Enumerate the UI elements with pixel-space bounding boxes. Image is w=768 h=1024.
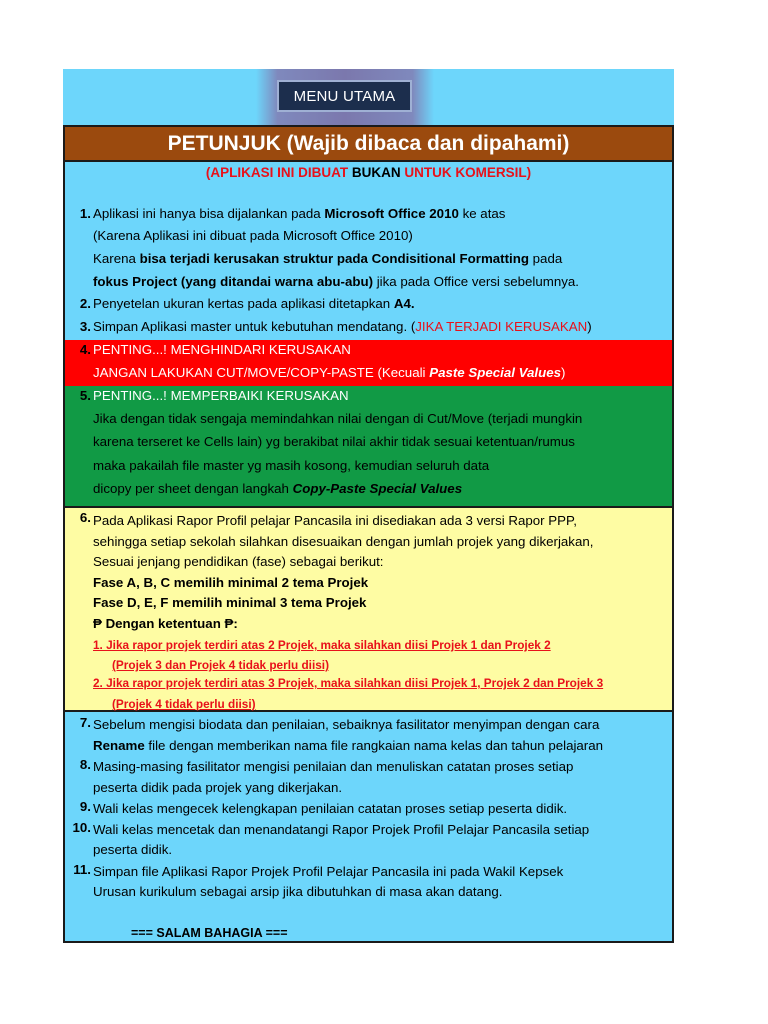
item-6-rule-2-note: (Projek 4 tidak perlu diisi) — [112, 697, 256, 711]
item-2-number: 2. — [79, 296, 91, 311]
item-6-number: 6. — [79, 510, 91, 525]
item-7-number: 7. — [79, 715, 91, 730]
item-6-rule-1-note: (Projek 3 dan Projek 4 tidak perlu diisi) — [112, 658, 329, 672]
item-8-number: 8. — [79, 757, 91, 772]
item-4-line-1: PENTING...! MENGHINDARI KERUSAKAN — [93, 342, 351, 357]
item-9-line-1: Wali kelas mengecek kelengkapan penilaian catatan proses setiap peserta didik. — [93, 801, 568, 816]
item-1-line-3: Karena bisa terjadi kerusakan struktur pada Condisitional Formatting pada — [93, 251, 563, 266]
item-6-line-3: Sesuai jenjang pendidikan (fase) sebagai berikut: — [93, 554, 384, 569]
project-version-section-yellow — [65, 506, 672, 712]
item-8-line-1: Masing-masing fasilitator mengisi penilaian dan menuliskan catatan proses setiap — [93, 759, 574, 774]
item-4-line-2: JANGAN LAKUKAN CUT/MOVE/COPY-PASTE (Kecuali Paste Special Values) — [93, 365, 566, 380]
closing-greeting: === SALAM BAHAGIA === — [131, 926, 288, 940]
item-10-line-1: Wali kelas mencetak dan menandatangi Rapor Projek Profil Pelajar Pancasila setiap — [93, 822, 590, 837]
item-6-rule-1: 1. Jika rapor projek terdiri atas 2 Projek, maka silahkan diisi Projek 1 dan Projek 2 — [93, 638, 551, 652]
item-5-line-5: dicopy per sheet dengan langkah Copy-Paste Special Values — [93, 481, 463, 496]
item-6-line-4: Fase A, B, C memilih minimal 2 tema Projek — [93, 575, 369, 590]
item-3-number: 3. — [79, 319, 91, 334]
item-8-line-2: peserta didik pada projek yang dikerjakan. — [93, 780, 343, 795]
item-5-line-2: Jika dengan tidak sengaja memindahkan nilai dengan di Cut/Move (terjadi mungkin — [93, 411, 583, 426]
repair-section-green — [65, 386, 672, 506]
item-6-line-1: Pada Aplikasi Rapor Profil pelajar Pancasila ini disediakan ada 3 versi Rapor PPP, — [93, 513, 577, 528]
item-5-line-4: maka pakailah file master yg masih kosong, kemudian seluruh data — [93, 458, 490, 473]
item-11-line-2: Urusan kurikulum sebagai arsip jika dibutuhkan di masa akan datang. — [93, 884, 503, 899]
item-4-number: 4. — [79, 342, 91, 357]
item-1-line-1: Aplikasi ini hanya bisa dijalankan pada Microsoft Office 2010 ke atas — [93, 206, 506, 221]
item-2-line-1: Penyetelan ukuran kertas pada aplikasi ditetapkan A4. — [93, 296, 415, 311]
item-3-line-1: Simpan Aplikasi master untuk kebutuhan mendatang. (JIKA TERJADI KERUSAKAN) — [93, 319, 592, 334]
item-5-number: 5. — [79, 388, 91, 403]
item-1-line-4: fokus Project (yang ditandai warna abu-abu) jika pada Office versi sebelumnya. — [93, 274, 579, 289]
instructions-panel — [63, 125, 674, 943]
item-11-number: 11. — [73, 862, 91, 877]
item-6-rules-heading: ₱ Dengan ketentuan ₱: — [93, 616, 238, 631]
page-title: PETUNJUK (Wajib dibaca dan dipahami) — [65, 127, 672, 162]
warning-section-red — [65, 340, 672, 386]
item-9-number: 9. — [79, 799, 91, 814]
menu-utama-button[interactable]: MENU UTAMA — [277, 80, 412, 112]
subtitle: (APLIKASI INI DIBUAT BUKAN UNTUK KOMERSIL) — [205, 165, 532, 180]
item-6-rule-2: 2. Jika rapor projek terdiri atas 3 Projek, maka silahkan diisi Projek 1, Projek 2 dan Projek 3 — [93, 676, 604, 690]
item-10-number: 10. — [72, 820, 91, 835]
spreadsheet-sheet — [63, 69, 674, 943]
item-10-line-2: peserta didik. — [93, 842, 173, 857]
item-1-line-2: (Karena Aplikasi ini dibuat pada Microsoft Office 2010) — [93, 228, 413, 243]
item-1-number: 1. — [79, 206, 91, 221]
item-5-line-3: karena terseret ke Cells lain) yg berakibat nilai akhir tidak sesuai ketentuan/rumus — [93, 434, 575, 449]
item-6-line-2: sehingga setiap sekolah silahkan disesuaikan dengan jumlah projek yang dikerjakan, — [93, 534, 594, 549]
item-6-line-5: Fase D, E, F memilih minimal 3 tema Projek — [93, 595, 367, 610]
item-7-line-2: Rename file dengan memberikan nama file rangkaian nama kelas dan tahun pelajaran — [93, 738, 604, 753]
item-11-line-1: Simpan file Aplikasi Rapor Projek Profil Pelajar Pancasila ini pada Wakil Kepsek — [93, 864, 564, 879]
item-7-line-1: Sebelum mengisi biodata dan penilaian, sebaiknya fasilitator menyimpan dengan cara — [93, 717, 600, 732]
item-5-line-1: PENTING...! MEMPERBAIKI KERUSAKAN — [93, 388, 349, 403]
